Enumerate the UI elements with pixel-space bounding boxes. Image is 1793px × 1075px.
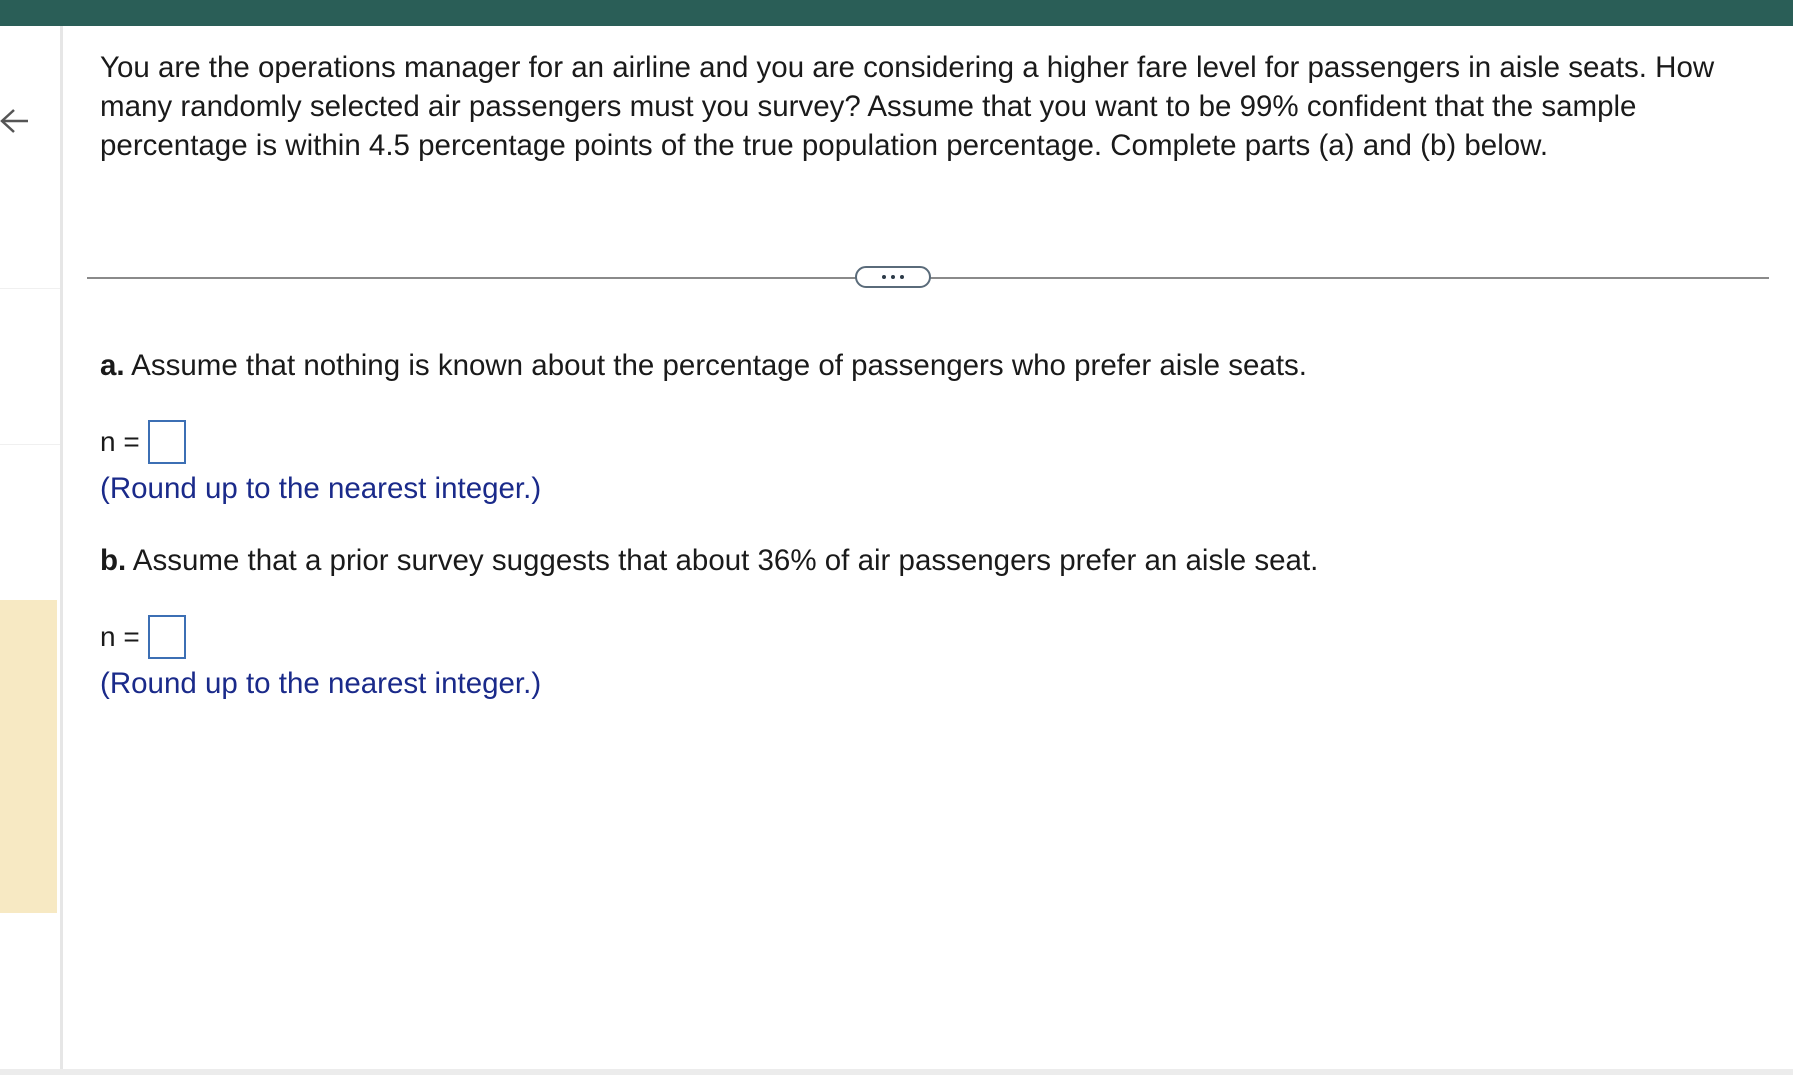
back-arrow-icon[interactable] [0,106,30,136]
part-b-label: b. [100,544,127,577]
part-a-hint: (Round up to the nearest integer.) [100,472,542,505]
part-b-answer-row [100,615,186,659]
rail-highlight [0,600,57,913]
part-a-answer-row [100,420,186,464]
ellipsis-icon [882,275,886,279]
part-a-answer-input[interactable] [148,420,186,464]
part-b-prompt [100,544,1318,578]
question-text: You are the operations manager for an airline and you are considering a higher fare level for passengers in aisle seats. How many randomly selected air passengers must you survey? Assume that you want to be 99% confident that the sample percentage is within 4.5 percentage points of the true population percentage. Complete parts (a) and (b) below. [100,51,1715,162]
ellipsis-icon [900,275,904,279]
left-rail [0,26,63,1069]
rail-divider [0,444,60,445]
rail-divider [0,288,60,289]
part-a-text: Assume that nothing is known about the percentage of passengers who prefer aisle seats. [124,349,1307,382]
ellipsis-icon [891,275,895,279]
part-b-text: Assume that a prior survey suggests that about 36% of air passengers prefer an aisle seat. [126,544,1319,577]
more-button[interactable] [855,266,931,288]
part-b-answer-prefix: n = [100,621,140,652]
part-a-answer-prefix: n = [100,426,140,457]
part-b-hint: (Round up to the nearest integer.) [100,667,542,700]
part-a-prompt [100,349,1307,383]
bottom-strip [0,1069,1793,1075]
question-container [100,48,1760,165]
top-bar [0,0,1793,26]
part-b-answer-input[interactable] [148,615,186,659]
part-a-label: a. [100,349,125,382]
